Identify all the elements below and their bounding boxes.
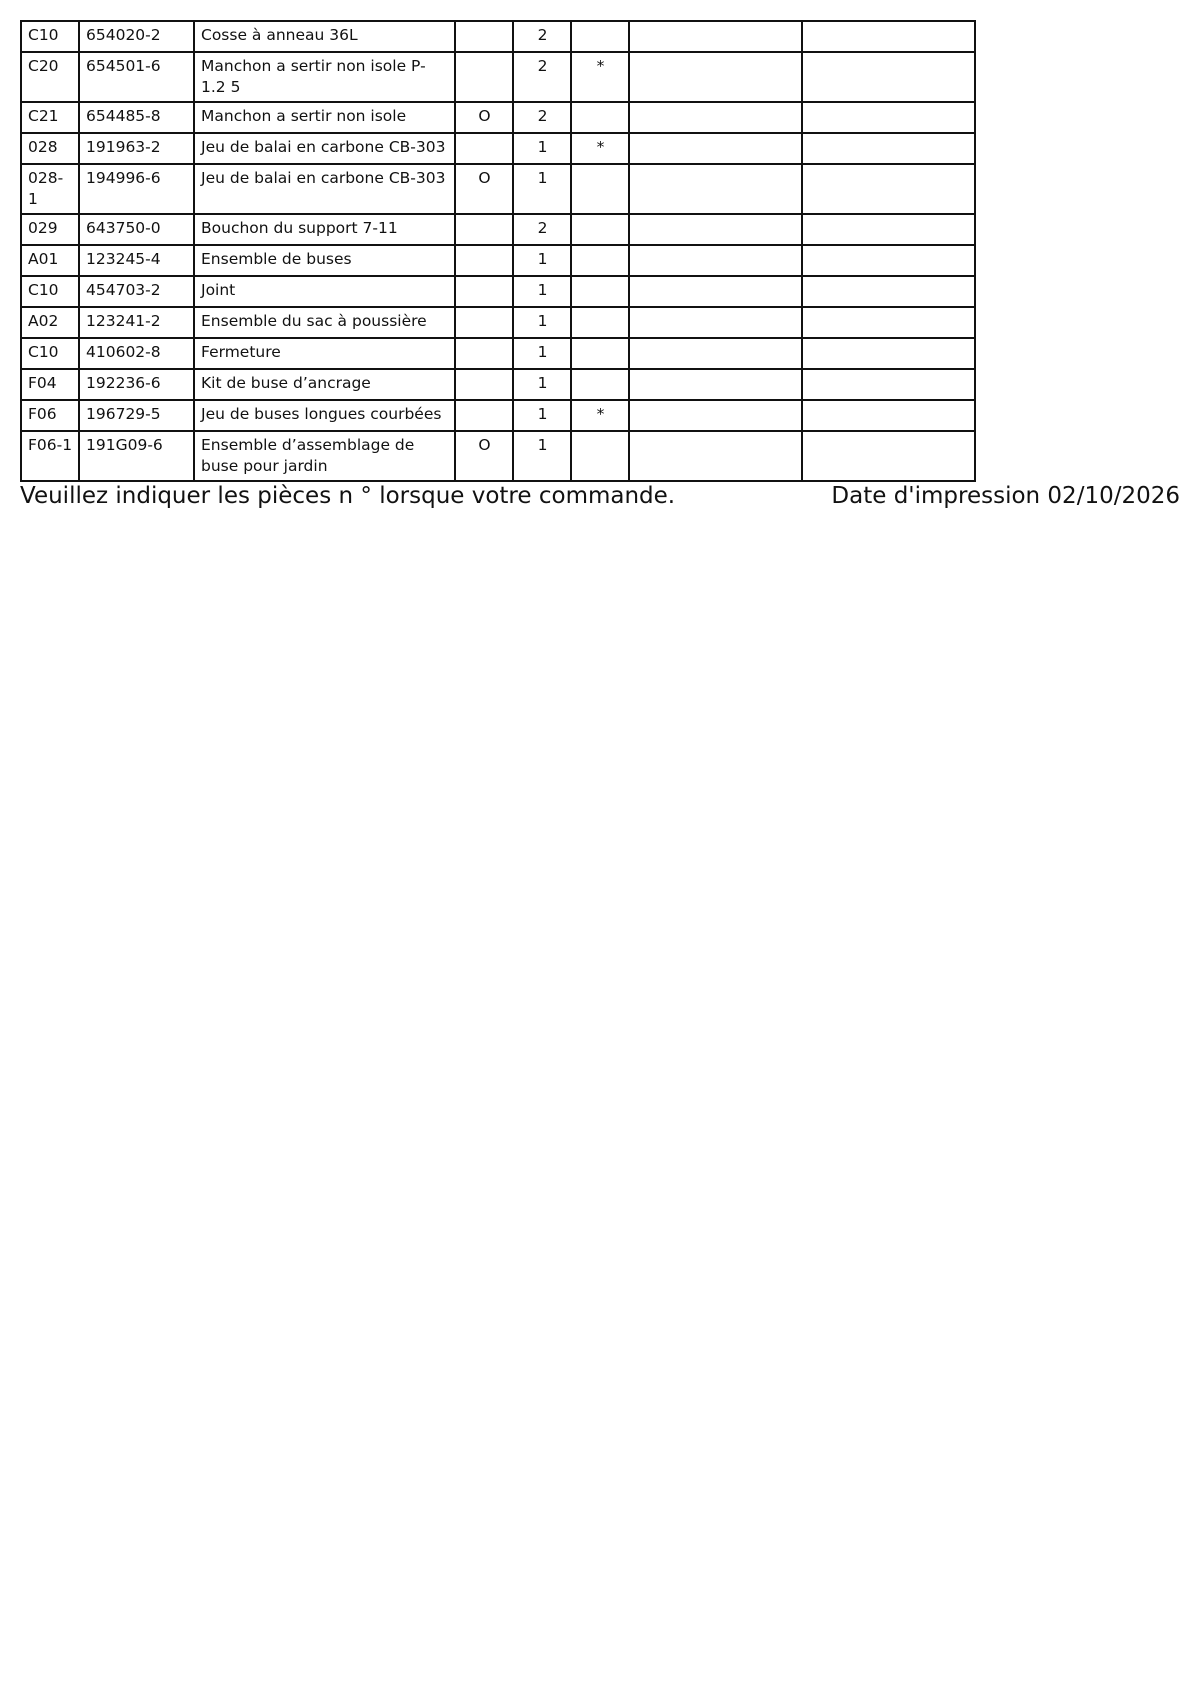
note-cell — [629, 245, 802, 276]
mark-cell — [571, 214, 629, 245]
description-cell: Joint — [194, 276, 455, 307]
note-cell — [629, 431, 802, 481]
quantity-cell: 1 — [513, 133, 571, 164]
ref-cell: A02 — [21, 307, 79, 338]
note-cell — [802, 52, 975, 102]
option-cell — [455, 276, 513, 307]
mark-cell — [571, 307, 629, 338]
note-cell — [802, 400, 975, 431]
quantity-cell: 1 — [513, 164, 571, 214]
ref-cell: C21 — [21, 102, 79, 133]
table-row — [21, 369, 975, 400]
mark-cell — [571, 164, 629, 214]
note-cell — [629, 133, 802, 164]
option-cell — [455, 400, 513, 431]
ref-cell: C10 — [21, 338, 79, 369]
note-cell — [802, 21, 975, 52]
ref-cell: 028 — [21, 133, 79, 164]
note-cell — [802, 164, 975, 214]
note-cell — [629, 400, 802, 431]
description-cell: Ensemble d’assemblage de buse pour jardin — [194, 431, 455, 481]
note-cell — [802, 338, 975, 369]
quantity-cell: 1 — [513, 307, 571, 338]
mark-cell: * — [571, 133, 629, 164]
parts-table-body — [21, 21, 975, 481]
option-cell: O — [455, 431, 513, 481]
option-cell — [455, 307, 513, 338]
ref-cell: C10 — [21, 276, 79, 307]
mark-cell — [571, 369, 629, 400]
table-row — [21, 52, 975, 102]
description-cell: Ensemble du sac à poussière — [194, 307, 455, 338]
note-cell — [629, 52, 802, 102]
ref-cell: C20 — [21, 52, 79, 102]
quantity-cell: 1 — [513, 245, 571, 276]
note-cell — [802, 276, 975, 307]
table-row — [21, 214, 975, 245]
part-number-cell: 123241-2 — [79, 307, 194, 338]
mark-cell: * — [571, 52, 629, 102]
option-cell — [455, 245, 513, 276]
ref-cell: 029 — [21, 214, 79, 245]
ref-cell: 028-1 — [21, 164, 79, 214]
ref-cell: F06 — [21, 400, 79, 431]
option-cell — [455, 21, 513, 52]
option-cell — [455, 52, 513, 102]
table-row — [21, 338, 975, 369]
description-cell: Jeu de balai en carbone CB-303 — [194, 133, 455, 164]
part-number-cell: 654020-2 — [79, 21, 194, 52]
note-cell — [802, 431, 975, 481]
mark-cell — [571, 276, 629, 307]
note-cell — [802, 214, 975, 245]
note-cell — [802, 369, 975, 400]
quantity-cell: 1 — [513, 400, 571, 431]
description-cell: Kit de buse d’ancrage — [194, 369, 455, 400]
option-cell — [455, 369, 513, 400]
option-cell — [455, 133, 513, 164]
note-cell — [629, 214, 802, 245]
description-cell: Ensemble de buses — [194, 245, 455, 276]
note-cell — [802, 245, 975, 276]
part-number-cell: 192236-6 — [79, 369, 194, 400]
part-number-cell: 654501-6 — [79, 52, 194, 102]
quantity-cell: 1 — [513, 431, 571, 481]
mark-cell — [571, 21, 629, 52]
note-cell — [802, 133, 975, 164]
table-row — [21, 276, 975, 307]
part-number-cell: 123245-4 — [79, 245, 194, 276]
description-cell: Bouchon du support 7-11 — [194, 214, 455, 245]
ref-cell: C10 — [21, 21, 79, 52]
quantity-cell: 2 — [513, 214, 571, 245]
description-cell: Cosse à anneau 36L — [194, 21, 455, 52]
quantity-cell: 1 — [513, 338, 571, 369]
table-row — [21, 431, 975, 481]
part-number-cell: 191963-2 — [79, 133, 194, 164]
option-cell: O — [455, 164, 513, 214]
part-number-cell: 643750-0 — [79, 214, 194, 245]
quantity-cell: 2 — [513, 52, 571, 102]
part-number-cell: 191G09-6 — [79, 431, 194, 481]
part-number-cell: 654485-8 — [79, 102, 194, 133]
mark-cell: * — [571, 400, 629, 431]
description-cell: Manchon a sertir non isole — [194, 102, 455, 133]
note-cell — [629, 276, 802, 307]
mark-cell — [571, 338, 629, 369]
description-cell: Jeu de buses longues courbées — [194, 400, 455, 431]
option-cell — [455, 214, 513, 245]
note-cell — [629, 369, 802, 400]
quantity-cell: 1 — [513, 369, 571, 400]
table-row — [21, 307, 975, 338]
table-row — [21, 400, 975, 431]
note-cell — [629, 307, 802, 338]
option-cell — [455, 338, 513, 369]
part-number-cell: 410602-8 — [79, 338, 194, 369]
description-cell: Manchon a sertir non isole P-1.2 5 — [194, 52, 455, 102]
order-instruction: Veuillez indiquer les pièces n ° lorsque votre commande. — [20, 483, 676, 509]
note-cell — [629, 102, 802, 133]
note-cell — [629, 338, 802, 369]
mark-cell — [571, 431, 629, 481]
description-cell: Jeu de balai en carbone CB-303 — [194, 164, 455, 214]
part-number-cell: 194996-6 — [79, 164, 194, 214]
ref-cell: F06-1 — [21, 431, 79, 481]
table-row — [21, 245, 975, 276]
note-cell — [629, 164, 802, 214]
ref-cell: F04 — [21, 369, 79, 400]
mark-cell — [571, 102, 629, 133]
quantity-cell: 2 — [513, 21, 571, 52]
note-cell — [802, 307, 975, 338]
option-cell: O — [455, 102, 513, 133]
table-row — [21, 21, 975, 52]
part-number-cell: 196729-5 — [79, 400, 194, 431]
part-number-cell: 454703-2 — [79, 276, 194, 307]
note-cell — [629, 21, 802, 52]
table-row — [21, 102, 975, 133]
table-row — [21, 133, 975, 164]
print-date: Date d'impression 02/10/2026 — [831, 483, 1180, 509]
mark-cell — [571, 245, 629, 276]
quantity-cell: 1 — [513, 276, 571, 307]
note-cell — [802, 102, 975, 133]
quantity-cell: 2 — [513, 102, 571, 133]
parts-table — [20, 20, 976, 482]
table-row — [21, 164, 975, 214]
ref-cell: A01 — [21, 245, 79, 276]
description-cell: Fermeture — [194, 338, 455, 369]
